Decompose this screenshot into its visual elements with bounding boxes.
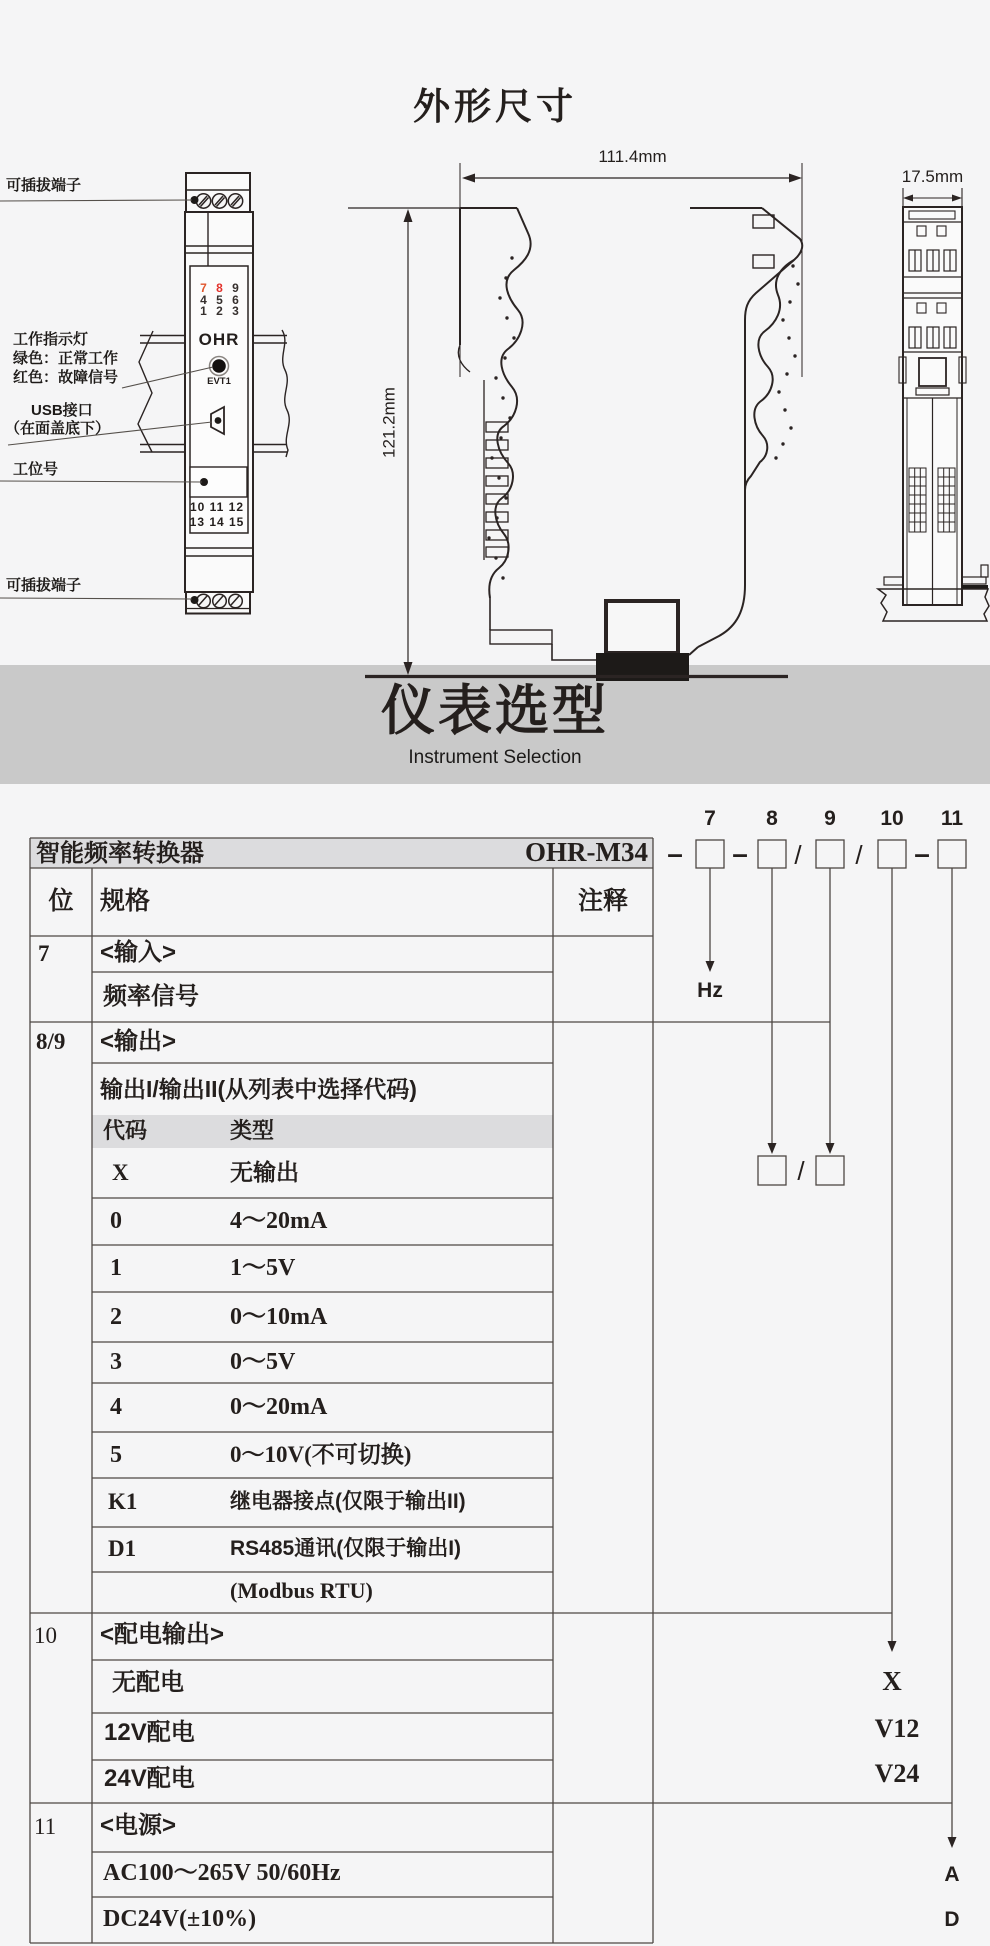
pin-5: 5 [216,292,223,307]
type-0: 4～20mA [230,1208,328,1234]
row-dist-none: 无配电 [112,1669,184,1696]
code-label-d: D [944,1908,960,1931]
pin-1: 1 [200,304,207,318]
code-col-header: 代码 [103,1118,148,1143]
header-pos: 位 [48,887,74,915]
pin-9: 9 [232,281,239,295]
code-separator-5: – [914,838,930,869]
label-usb-1: USB接口 [31,402,93,419]
code-separator-2: – [732,838,748,869]
code-D1: D1 [108,1536,137,1561]
code-label-v24: V24 [874,1759,920,1788]
code-label-hz: Hz [697,979,723,1002]
label-usb-2: （在面盖底下） [5,420,111,437]
model-code: OHR-M34 [525,837,648,867]
row-dist-header: <配电输出> [100,1621,225,1648]
side-view-drawing [348,163,802,681]
type-5: 0～10V(不可切换) [230,1442,412,1467]
row-input-header: <输入> [100,939,177,966]
pos-8-9: 8/9 [36,1029,66,1054]
code-connector-lines [696,840,966,1848]
code-5: 5 [110,1442,122,1468]
code-1: 1 [110,1255,122,1281]
break-dots [487,256,799,579]
type-X: 无输出 [230,1159,299,1185]
code-4: 4 [110,1394,122,1420]
row-power-dc: DC24V(±10%) [103,1906,257,1932]
brand-logo: OHR [198,330,240,349]
code-2: 2 [110,1304,122,1330]
row-output-header: <输出> [100,1028,177,1055]
banner-subtitle: Instrument Selection [408,747,582,768]
code-separator-4: / [855,840,863,870]
type-1: 1～5V [230,1255,296,1281]
position-11: 11 [940,807,964,830]
product-name: 智能频率转换器 [36,840,204,867]
front-view-drawing [0,173,289,614]
row-dist-24v: 24V配电 [104,1765,195,1792]
position-8: 8 [766,807,778,830]
code-0: 0 [110,1208,122,1234]
type-D1: RS485通讯(仅限于输出I) [230,1537,462,1560]
code-label-v12: V12 [874,1714,920,1743]
code-3: 3 [110,1349,122,1375]
type-4: 0～20mA [230,1394,328,1420]
row-power-header: <电源> [100,1812,177,1839]
leader-lines [0,200,213,599]
type-3: 0～5V [230,1349,296,1375]
label-terminal-top: 可插拔端子 [6,177,82,194]
label-indicator-1: 工作指示灯 [13,331,89,348]
pos-7: 7 [38,941,50,966]
label-station: 工位号 [13,461,59,478]
header-note: 注释 [577,887,628,915]
dim-height-label: 121.2mm [379,387,399,458]
type-modbus: (Modbus RTU) [230,1578,373,1603]
pin-3: 3 [232,304,239,318]
pins-bottom-row2: 13 14 15 [189,515,245,529]
code-X: X [112,1160,129,1185]
row-dist-12v: 12V配电 [104,1719,195,1746]
code-separator-1: – [667,838,683,869]
code-label-x: X [882,1666,902,1696]
dim-depth [903,188,962,206]
page-title: 外形尺寸 [413,86,577,127]
pin-8: 8 [216,281,223,295]
terminal-block-top [186,173,250,212]
code-K1: K1 [108,1489,138,1514]
dim-width-label: 111.4mm [598,147,667,166]
status-led-icon [210,357,229,376]
position-7: 7 [704,807,716,830]
type-K1: 继电器接点(仅限于输出II) [230,1490,466,1513]
sub-code-separator: / [797,1156,805,1186]
pin-2: 2 [216,304,223,318]
banner-title: 仪表选型 [381,681,609,741]
position-9: 9 [824,807,836,830]
pin-7: 7 [200,281,207,295]
row-power-ac: AC100～265V 50/60Hz [103,1860,341,1886]
end-view-drawing [878,188,989,621]
pin-6: 6 [232,292,239,307]
pos-11: 11 [34,1814,57,1839]
row-freq-signal: 频率信号 [103,983,199,1010]
row-output-desc: 输出I/输出II(从列表中选择代码) [100,1076,417,1102]
dim-depth-label: 17.5mm [901,167,964,186]
code-label-a: A [944,1863,960,1886]
rail-clamp [490,598,698,681]
position-10: 10 [880,807,904,830]
code-separator-3: / [794,840,802,870]
dim-height [404,209,413,675]
label-indicator-3: 红色：故障信号 [13,369,119,386]
led-label: EVT1 [207,376,231,387]
header-spec: 规格 [100,887,151,915]
pins-bottom-row1: 10 11 12 [189,500,245,514]
terminal-block-bottom [186,592,250,614]
type-2: 0～10mA [230,1304,328,1330]
pos-10: 10 [34,1623,57,1648]
pin-4: 4 [200,292,207,307]
label-terminal-bottom: 可插拔端子 [6,577,82,594]
type-col-header: 类型 [230,1118,275,1143]
label-indicator-2: 绿色：正常工作 [13,350,119,367]
